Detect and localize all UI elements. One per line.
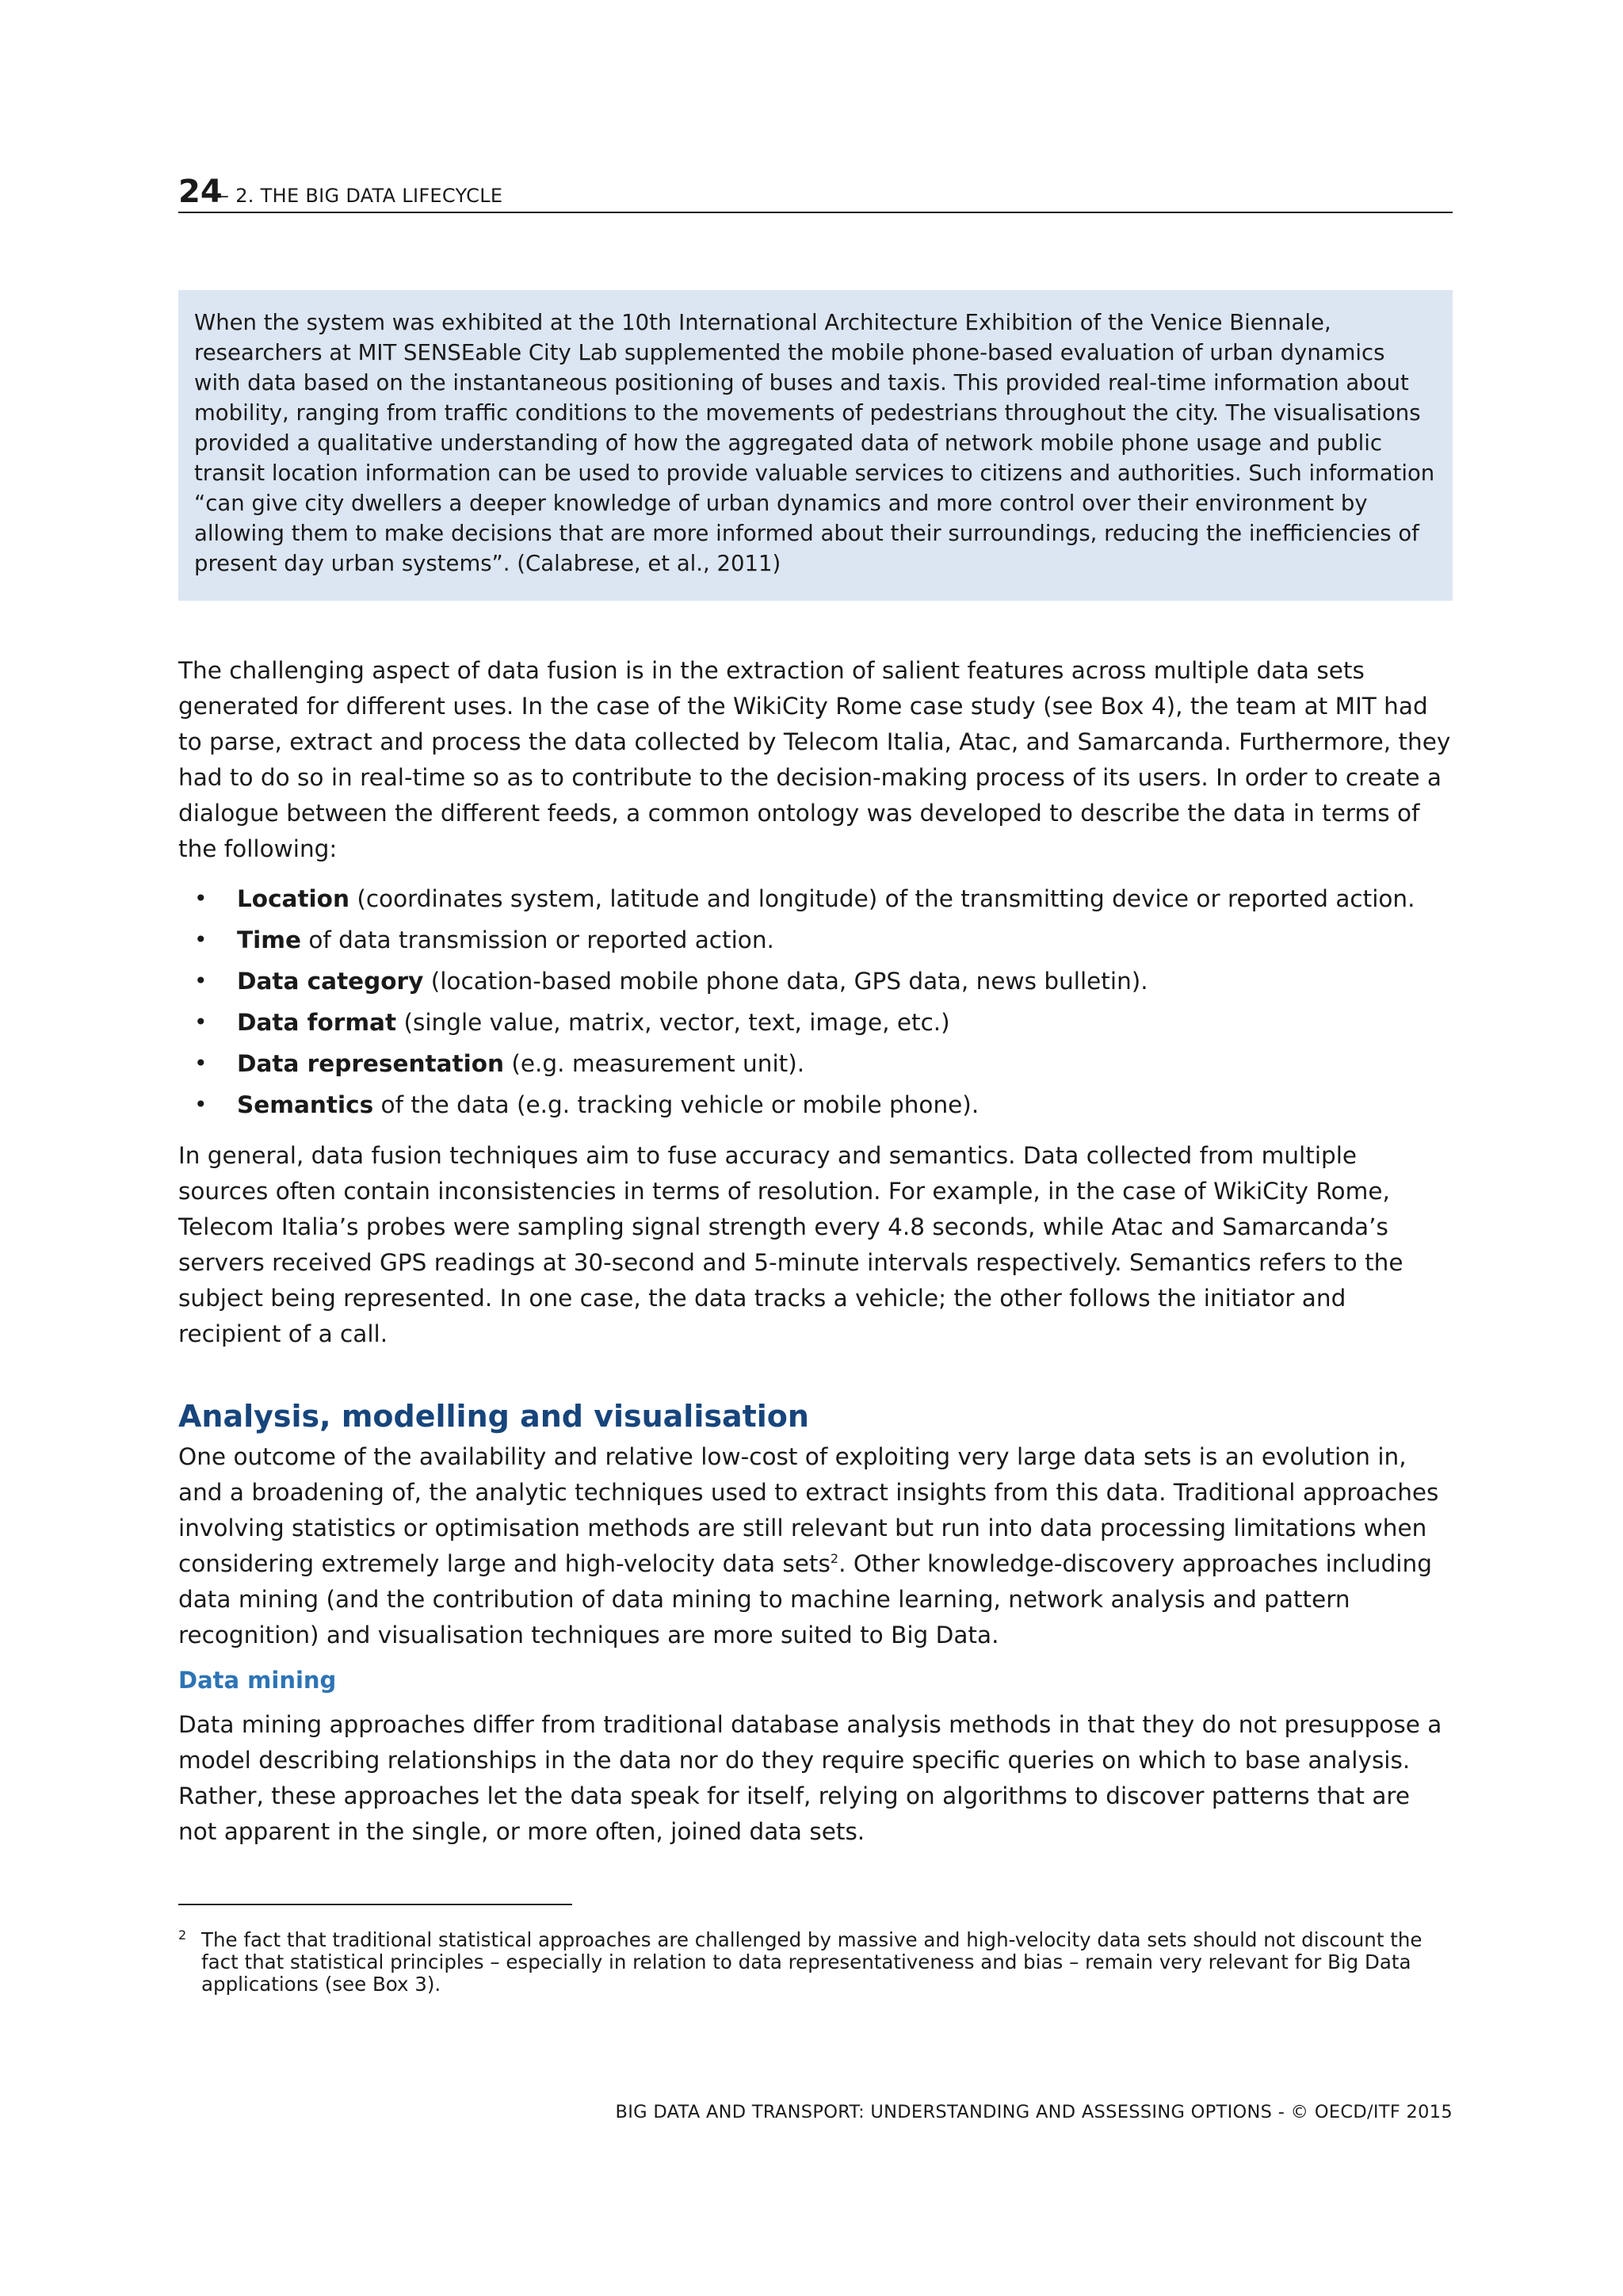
list-item-text: (e.g. measurement unit). <box>503 1050 805 1077</box>
paragraph-data-fusion: The challenging aspect of data fusion is in the extraction of salient features across multiple data sets generated for different uses. In the case of the WikiCity Rome case study (see Box 4), the team at MIT had to parse, extract and process the data collected by Telecom Italia, Atac, and Samarcanda. Furthermore, they had to do so in real-time so as to contribute to the decision-making process of its users. In order to create a dialogue between the different feeds, a common ontology was developed to describe the data in terms of the following: <box>178 657 1451 862</box>
bullet-icon: • <box>194 926 208 953</box>
list-item <box>178 1002 1453 1043</box>
bullet-icon: • <box>194 968 208 994</box>
footnote-divider <box>178 1904 572 1905</box>
case-study-box <box>178 290 1453 601</box>
footnote <box>178 1929 1453 1996</box>
paragraph-analysis-text-1: One outcome of the availability and relative low-cost of exploiting very large data sets is an evolution in, and a broadening of, the analytic techniques used to extract insights from this data. Traditional approaches involving statistics or optimisation methods are still relevant but run into data processing limitations when considering extremely large and high-velocity data sets <box>178 1443 1439 1577</box>
page-footer: BIG DATA AND TRANSPORT: UNDERSTANDING AND ASSESSING OPTIONS - © OECD/ITF 2015 <box>615 2102 1453 2122</box>
paragraph-fusion-techniques: In general, data fusion techniques aim to fuse accuracy and semantics. Data collected from multiple sources often contain inconsistencies in terms of resolution. For example, in the case of WikiCity Rome, Telecom Italia’s probes were sampling signal strength every 4.8 seconds, while Atac and Samarcanda’s servers received GPS readings at 30-second and 5-minute intervals respectively. Semantics refers to the subject being represented. In one case, the data tracks a vehicle; the other follows the initiator and recipient of a call. <box>178 1142 1403 1347</box>
list-item <box>178 1084 1453 1125</box>
list-item-text: (single value, matrix, vector, text, image, etc.) <box>396 1009 950 1036</box>
paragraph-data-mining: Data mining approaches differ from traditional database analysis methods in that they do not presuppose a model describing relationships in the data nor do they require specific queries on which to base analysis. Rather, these approaches let the data speak for itself, relying on algorithms to discover patterns that are not apparent in the single, or more often, joined data sets. <box>178 1711 1442 1845</box>
paragraph-analysis <box>178 1439 1453 1653</box>
ontology-list <box>178 878 1453 1125</box>
running-header <box>178 170 1453 213</box>
list-item-term: Location <box>237 885 349 912</box>
chapter-title: – 2. THE BIG DATA LIFECYCLE <box>220 185 503 207</box>
page-number: 24 <box>178 174 223 210</box>
bullet-icon: • <box>194 1009 208 1035</box>
list-item-term: Semantics <box>237 1091 374 1118</box>
box-text: When the system was exhibited at the 10th International Architecture Exhibition of the Venice Biennale, researchers at MIT SENSEable City Lab supplemented the mobile phone-based evaluation of urban dynamics with data based on the instantaneous positioning of buses and taxis. This provided real-time information about mobility, ranging from traffic conditions to the movements of pedestrians throughout the city. The visualisations provided a qualitative understanding of how the aggregated data of network mobile phone usage and public transit location information can be used to provide valuable services to citizens and authorities. Such information “can give city dwellers a deeper knowledge of urban dynamics and more control over their environment by allowing them to make decisions that are more informed about their surroundings, reducing the inefficiencies of present day urban systems”. (Calabrese, et al., 2011) <box>194 310 1435 576</box>
list-item-term: Data representation <box>237 1050 504 1077</box>
list-item <box>178 1043 1453 1084</box>
list-item-text: of data transmission or reported action. <box>300 926 774 953</box>
footnote-mark: 2 <box>178 1927 187 1943</box>
list-item <box>178 878 1453 919</box>
list-item-term: Data format <box>237 1009 397 1036</box>
bullet-icon: • <box>194 1091 208 1117</box>
bullet-icon: • <box>194 1050 208 1076</box>
list-item-text: (location-based mobile phone data, GPS data, news bulletin). <box>423 968 1148 995</box>
list-item-text: (coordinates system, latitude and longitude) of the transmitting device or reported action. <box>349 885 1415 912</box>
page-content <box>178 170 1453 1996</box>
footnote-text: The fact that traditional statistical approaches are challenged by massive and high-velocity data sets should not discount the fact that statistical principles – especially in relation to data representativeness and bias – remain very relevant for Big Data applications (see Box 3). <box>201 1928 1423 1996</box>
list-item-text: of the data (e.g. tracking vehicle or mobile phone). <box>373 1091 980 1118</box>
list-item-term: Data category <box>237 968 424 995</box>
footnote-reference[interactable]: 2 <box>830 1551 839 1567</box>
list-item-term: Time <box>237 926 301 953</box>
subsection-heading: Data mining <box>178 1667 337 1694</box>
list-item <box>178 919 1453 961</box>
list-item <box>178 961 1453 1002</box>
bullet-icon: • <box>194 885 208 911</box>
section-heading: Analysis, modelling and visualisation <box>178 1399 809 1434</box>
paragraph-analysis-text-2: . Other knowledge-discovery approaches including data mining (and the contribution of data mining to machine learning, network analysis and pattern recognition) and visualisation techniques are more suited to Big Data. <box>178 1550 1432 1648</box>
